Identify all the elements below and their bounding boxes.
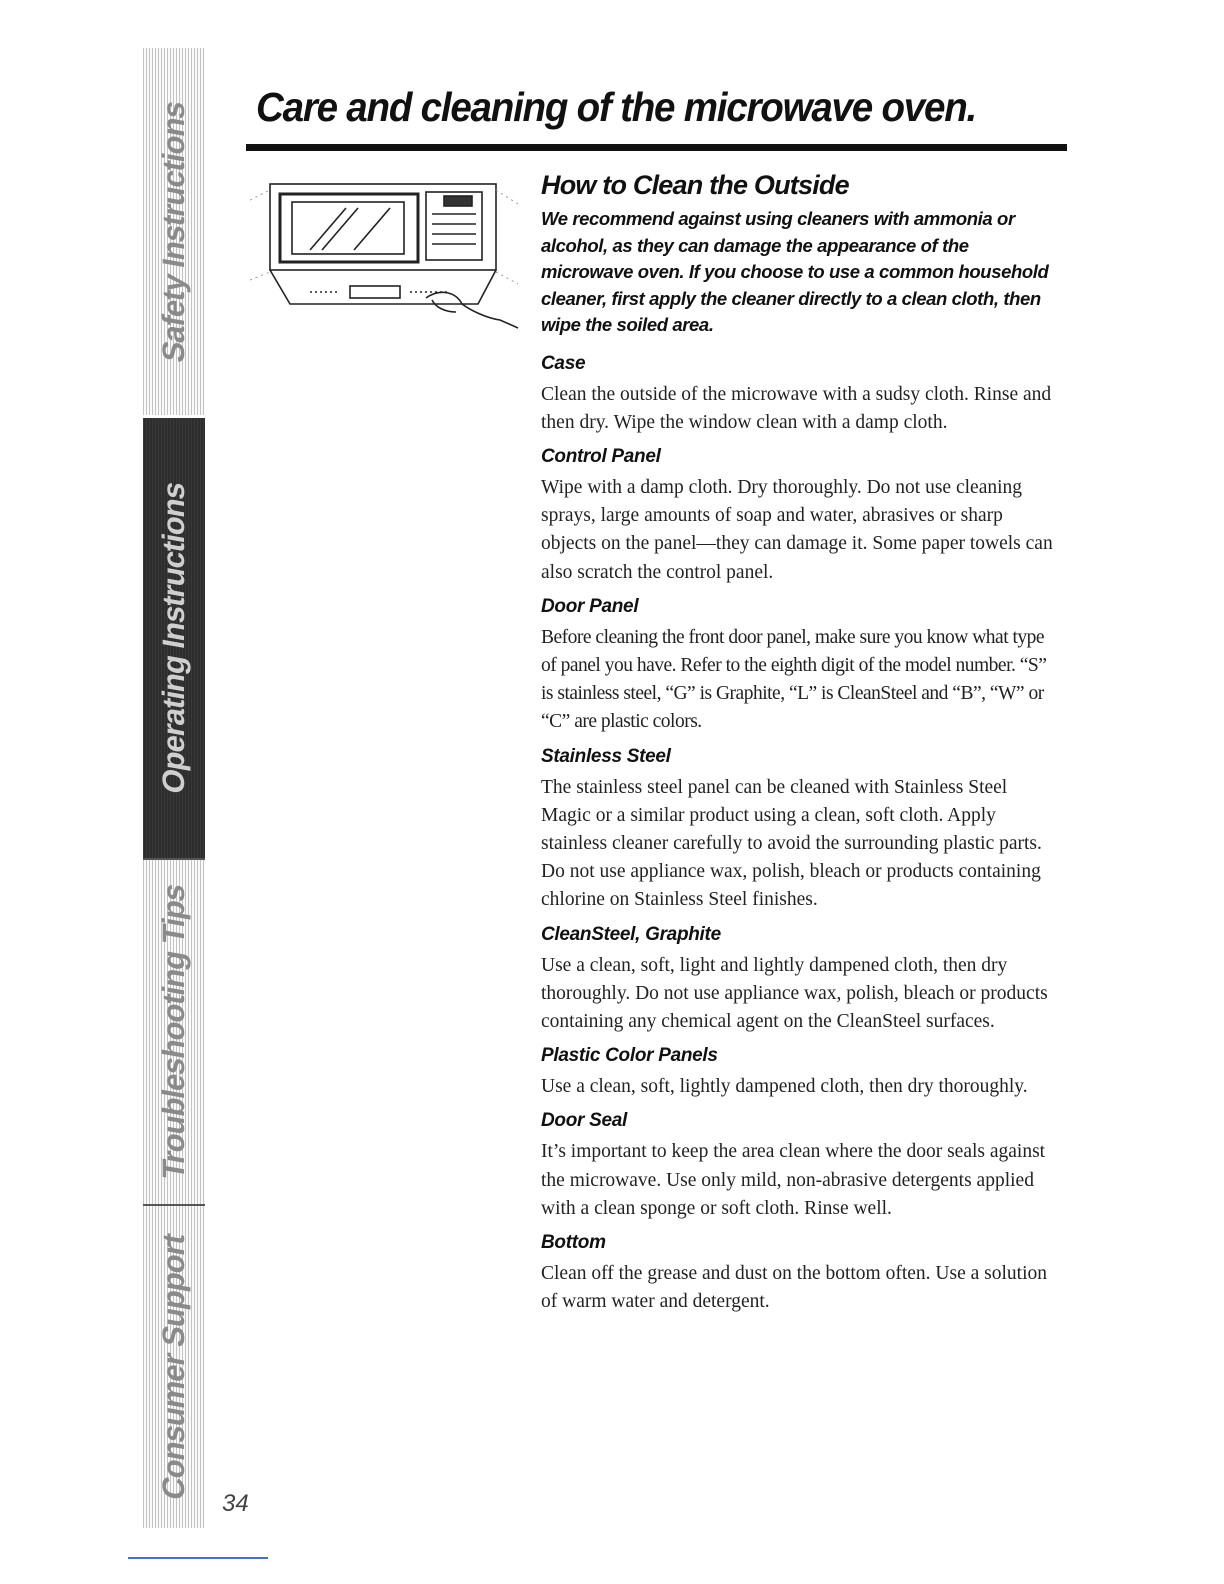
tab-consumer-support[interactable] <box>143 1206 205 1528</box>
paragraph-case: Clean the outside of the microwave with a sudsy cloth. Rinse and then dry. Wipe the window clean with a damp cloth. <box>541 383 1052 433</box>
subheading-control-panel: Control Panel <box>541 445 661 467</box>
section-heading: How to Clean the Outside <box>541 170 849 200</box>
paragraph-stainless-steel: The stainless steel panel can be cleaned with Stainless Steel Magic or a similar product using a clean, soft cloth. Apply stainless cleaner carefully to avoid the surrounding plastic parts. Do not use appliance wax, polish, bleach or products containing chlorine on Stainless Steel finishes. <box>541 776 1042 911</box>
page-number: 34 <box>222 1490 249 1517</box>
cleaner-warning: We recommend against using cleaners with ammonia or alcohol, as they can damage the appearance of the microwave oven. If you choose to use a common household cleaner, first apply the cleaner directly to a clean cloth, then wipe the soiled area. <box>541 208 1049 335</box>
microwave-cleaning-illustration <box>250 180 522 330</box>
tab-label: Safety Instructions <box>156 98 191 365</box>
tab-label: Troubleshooting Tips <box>156 881 191 1183</box>
tab-label: Operating Instructions <box>156 479 191 797</box>
paragraph-door-seal: It’s important to keep the area clean where the door seals against the microwave. Use only mild, non-abrasive detergents applied with a clean sponge or soft cloth. Rinse well. <box>541 1141 1046 1219</box>
title-rule <box>246 144 1067 151</box>
tab-troubleshooting-tips[interactable] <box>143 860 205 1204</box>
microwave-icon <box>250 180 522 330</box>
subheading-cleansteel-graphite: CleanSteel, Graphite <box>541 923 721 945</box>
paragraph-plastic-color-panels: Use a clean, soft, lightly dampened cloth, then dry thoroughly. <box>541 1076 1028 1098</box>
page-title: Care and cleaning of the microwave oven. <box>256 84 977 130</box>
subheading-case: Case <box>541 352 586 374</box>
footer-line <box>128 1557 268 1559</box>
tab-operating-instructions[interactable] <box>143 418 205 858</box>
tab-safety-instructions[interactable] <box>143 48 205 415</box>
main-content <box>541 170 1061 1325</box>
subheading-door-panel: Door Panel <box>541 595 639 617</box>
subheading-door-seal: Door Seal <box>541 1110 627 1132</box>
tab-label: Consumer Support <box>156 1231 191 1503</box>
paragraph-cleansteel-graphite: Use a clean, soft, light and lightly dampened cloth, then dry thoroughly. Do not use appliance wax, polish, bleach or products containing any chemical agent on the CleanSteel surfaces. <box>541 954 1048 1032</box>
subheading-bottom: Bottom <box>541 1231 606 1253</box>
paragraph-door-panel: Before cleaning the front door panel, make sure you know what type of panel you have. Refer to the eighth digit of the model number. “S” is stainless steel, “G” is Graphite, “L” is CleanSteel and “B”, “W” or “C” are plastic colors. <box>541 626 1047 733</box>
paragraph-control-panel: Wipe with a damp cloth. Dry thoroughly. Do not use cleaning sprays, large amounts of soap and water, abrasives or sharp objects on the panel—they can damage it. Some paper towels can also scratch the control panel. <box>541 476 1053 583</box>
subheading-stainless-steel: Stainless Steel <box>541 745 671 767</box>
subheading-plastic-color-panels: Plastic Color Panels <box>541 1045 718 1067</box>
section-tab-bar <box>143 48 205 1528</box>
paragraph-bottom: Clean off the grease and dust on the bottom often. Use a solution of warm water and detergent. <box>541 1262 1047 1313</box>
